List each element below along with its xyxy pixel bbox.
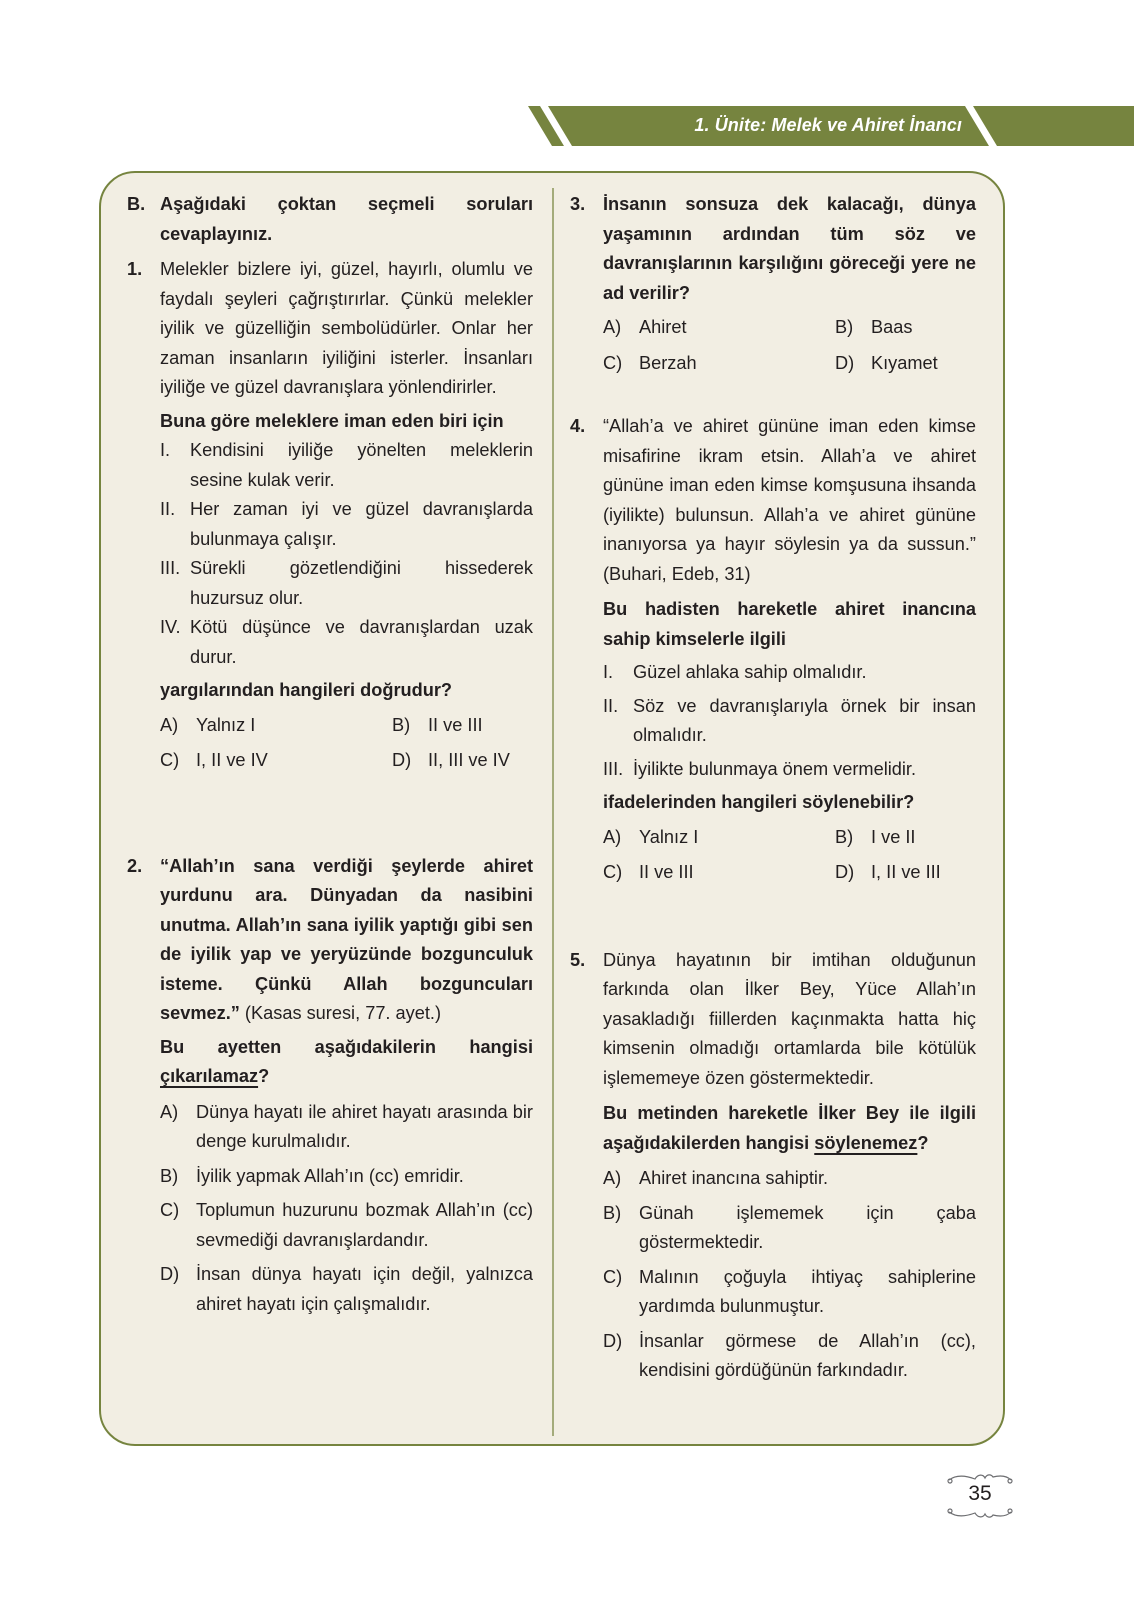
answer-options <box>603 313 976 378</box>
ayet-quote: “Allah’ın sana verdiği şeylerde ahiret yurdunu ara. Dünyadan da nasibini unutma. Allah’ın sana iyilik yaptığı gibi sen de iyilik yap ve yeryüzünde bozgunculuk isteme. Çünkü Allah bozguncuları sevmez.” <box>160 855 533 1023</box>
section-letter: B. <box>127 194 146 214</box>
answer-options <box>160 1098 533 1320</box>
statement-3: III. İyilikte bulunmaya önem vermelidir. <box>603 758 917 779</box>
question-5 <box>570 946 976 1391</box>
question-text: Dünya hayatının bir imtihan olduğunun farkında olan İlker Bey, Yüce Allah’ın yasakladığı fiillerden kaçınmakta hatta hiç kimsenin olmadığı ortamlarda bile kötülük işlememeye özen göstermektedir. <box>603 949 976 1088</box>
statement-2: II. Her zaman iyi ve güzel davranışlarda bulunmaya çalışır. <box>160 499 533 549</box>
left-column <box>127 190 533 1324</box>
option-d[interactable]: D) II, III ve IV <box>392 750 510 770</box>
unit-banner <box>528 106 1134 146</box>
question-number: 4. <box>570 416 586 436</box>
statement-2: II. Söz ve davranışlarıyla örnek bir insan olmalıdır. <box>603 695 976 745</box>
emphasis-underlined: söylenemez <box>814 1132 918 1153</box>
hadith-text: “Allah’a ve ahiret gününe iman eden kimse misafirine ikram etsin. Allah’a ve ahiret gününe iman eden kimse komşusuna ihsanda (iyilikte) bulunsun. Allah’a ve ahiret gününe inanıyorsa ya hayır söylesin ya da sussun.” (Buhari, Edeb, 31) <box>603 416 976 584</box>
question-text: Melekler bizlere iyi, güzel, hayırlı, olumlu ve faydalı şeyleri çağrıştırırlar. Çünkü melekler iyilik ve güzelliğin sembolüdürler. Onlar her zaman insanların iyiliğini isterler. İnsanları iyiliğe ve güzel davranışlara yönlendirirler. <box>160 259 533 397</box>
option-a[interactable]: A) Ahiret <box>603 317 687 337</box>
question-2 <box>127 852 533 1325</box>
option-d[interactable]: D) I, II ve III <box>835 862 941 882</box>
right-column <box>570 190 976 1391</box>
option-d[interactable]: D) İnsanlar görmese de Allah’ın (cc), kendisini gördüğünün farkındadır. <box>603 1330 976 1380</box>
page-number-block <box>945 1468 1015 1524</box>
question-4 <box>570 412 976 888</box>
question-text: İnsanın sonsuza dek kalacağı, dünya yaşamının ardından tüm söz ve davranışlarının karşılığını göreceği yere ne ad verilir? <box>603 194 976 303</box>
statement-1: I. Güzel ahlaka sahip olmalıdır. <box>603 662 867 682</box>
page-number: 35 <box>968 1482 992 1505</box>
question-number: 5. <box>570 949 586 970</box>
question-lead: Buna göre meleklere iman eden biri için <box>160 410 504 431</box>
question-3 <box>570 190 976 378</box>
question-number: 3. <box>570 194 586 214</box>
answer-options <box>603 823 976 888</box>
option-d[interactable]: D) İnsan dünya hayatı için değil, yalnızca ahiret hayatı için çalışmalıdır. <box>160 1264 533 1314</box>
answer-options <box>603 1164 976 1386</box>
question-prompt: Bu ayetten aşağıdakilerin hangisi çıkarılamaz? <box>160 1036 533 1086</box>
question-number: 1. <box>127 259 143 279</box>
option-a[interactable]: A) Dünya hayatı ile ahiret hayatı arasında bir denge kurulmalıdır. <box>160 1101 533 1151</box>
question-text <box>160 852 533 1029</box>
question-number: 2. <box>127 855 143 876</box>
unit-title: 1. Ünite: Melek ve Ahiret İnancı <box>694 115 962 135</box>
option-a[interactable]: A) Ahiret inancına sahiptir. <box>603 1168 829 1188</box>
option-a[interactable]: A) Yalnız I <box>603 826 699 847</box>
option-c[interactable]: C) II ve III <box>603 862 694 882</box>
option-c[interactable]: C) Malının çoğuyla ihtiyaç sahiplerine yardımda bulunmuştur. <box>603 1266 976 1316</box>
option-c[interactable]: C) Toplumun huzurunu bozmak Allah’ın (cc) sevmediği davranışlardandır. <box>160 1200 533 1250</box>
option-d[interactable]: D) Kıyamet <box>835 352 938 373</box>
option-b[interactable]: B) Baas <box>835 317 913 337</box>
section-instruction <box>127 190 533 249</box>
option-c[interactable]: C) Berzah <box>603 352 697 373</box>
option-c[interactable]: C) I, II ve IV <box>160 750 268 770</box>
question-1 <box>127 255 533 776</box>
statement-1: I. Kendisini iyiliğe yönelten meleklerin sesine kulak verir. <box>160 440 533 490</box>
column-divider <box>552 188 554 1436</box>
statement-3: III. Sürekli gözetlendiğini hissederek huzursuz olur. <box>160 558 533 608</box>
option-b[interactable]: B) II ve III <box>392 714 483 735</box>
statement-4: IV. Kötü düşünce ve davranışlardan uzak durur. <box>160 617 533 667</box>
question-prompt: yargılarından hangileri doğrudur? <box>160 680 453 700</box>
option-b[interactable]: B) I ve II <box>835 826 916 847</box>
ayet-source: (Kasas suresi, 77. ayet.) <box>239 1003 442 1023</box>
question-lead: Bu hadisten hareketle ahiret inancına sahip kimselerle ilgili <box>603 599 976 649</box>
answer-options <box>160 711 533 776</box>
question-prompt: Bu metinden hareketle İlker Bey ile ilgili aşağıdakilerden hangisi söylenemez? <box>603 1103 976 1153</box>
option-a[interactable]: A) Yalnız I <box>160 714 256 735</box>
emphasis-underlined: çıkarılamaz <box>160 1066 259 1086</box>
option-b[interactable]: B) İyilik yapmak Allah’ın (cc) emridir. <box>160 1165 464 1186</box>
section-instruction-text: Aşağıdaki çoktan seçmeli soruları cevaplayınız. <box>160 194 533 244</box>
option-b[interactable]: B) Günah işlememek için çaba göstermektedir. <box>603 1202 976 1252</box>
question-prompt: ifadelerinden hangileri söylenebilir? <box>603 792 915 812</box>
